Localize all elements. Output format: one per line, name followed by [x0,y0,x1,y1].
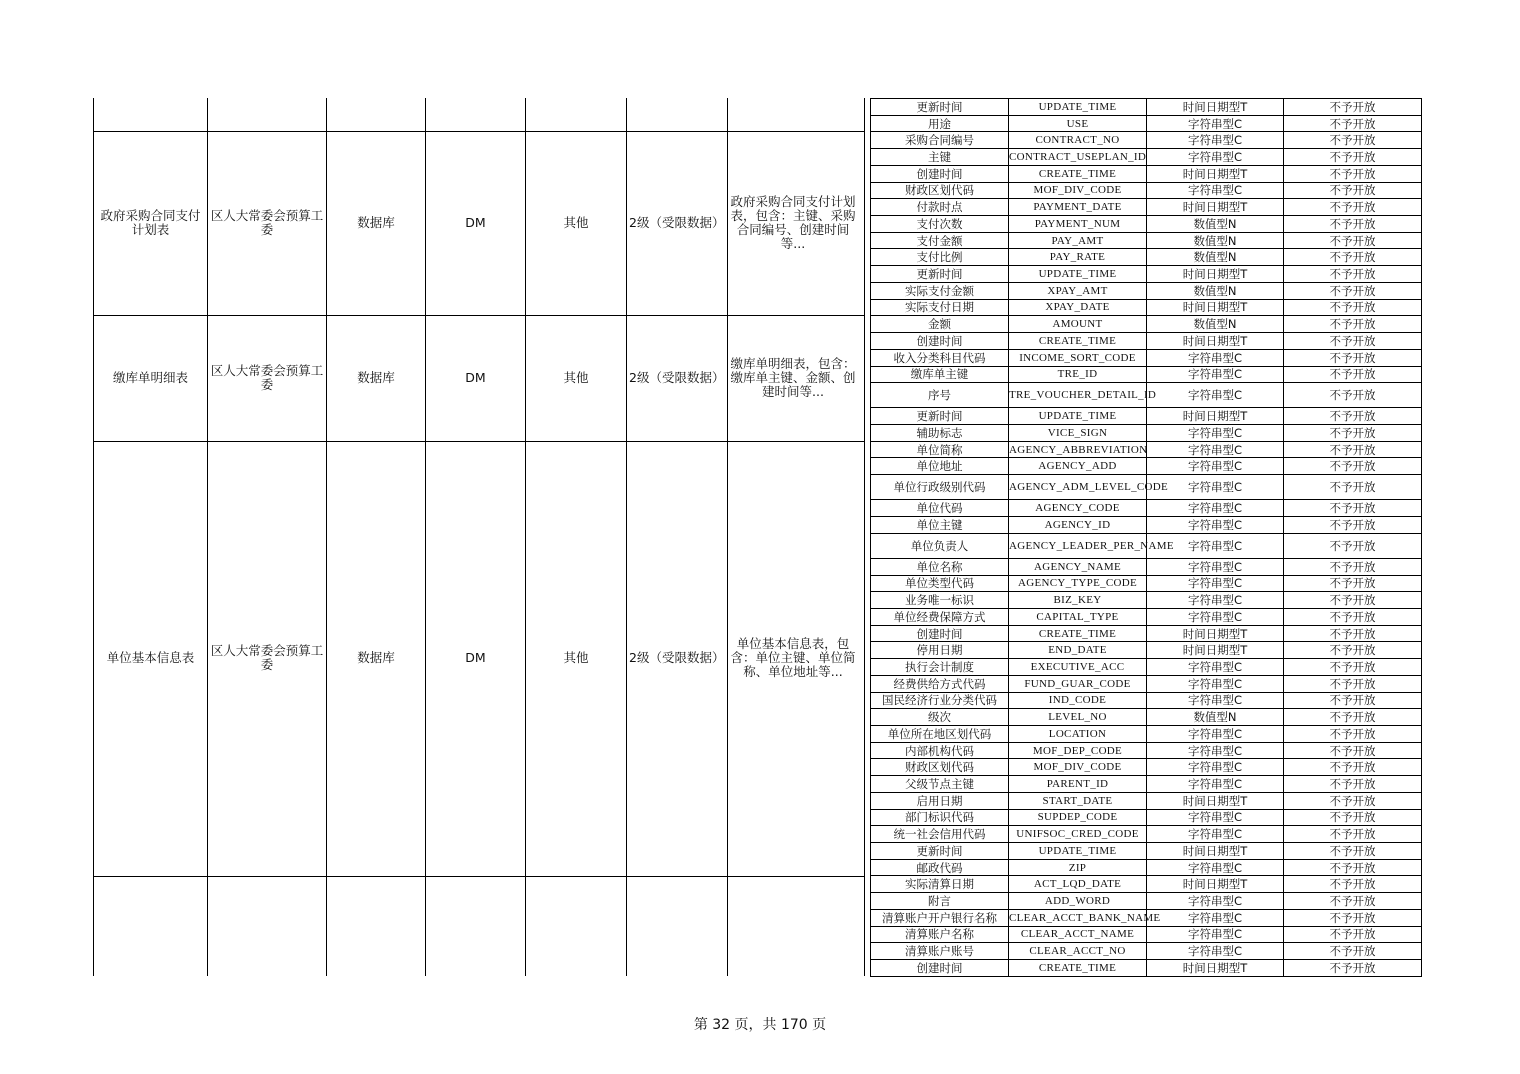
data-type-cell: 时间日期型T [1147,876,1284,893]
field-name-cell: 单位经费保障方式 [871,608,1009,625]
field-name-cell: 辅助标志 [871,425,1009,442]
data-type-cell: 时间日期型T [1147,199,1284,216]
field-code-cell: AGENCY_ADM_LEVEL_CODE [1009,475,1147,500]
field-code-cell: TRE_ID [1009,366,1147,383]
table-row [871,115,1422,132]
table-row [871,383,1422,408]
field-name-cell: 国民经济行业分类代码 [871,692,1009,709]
field-code-cell: SUPDEP_CODE [1009,809,1147,826]
description-cell [728,98,864,131]
field-name-cell: 单位类型代码 [871,575,1009,592]
database-cell [426,98,525,131]
table-row [871,282,1422,299]
data-type-cell: 时间日期型T [1147,99,1284,116]
table-row [871,517,1422,534]
table-row [871,608,1422,625]
table-row [871,709,1422,726]
field-name-cell: 支付比例 [871,249,1009,266]
open-status-cell: 不予开放 [1284,132,1422,149]
field-code-cell: AGENCY_ADD [1009,458,1147,475]
field-code-cell: START_DATE [1009,792,1147,809]
field-name-cell: 财政区划代码 [871,182,1009,199]
field-name-cell: 支付金额 [871,232,1009,249]
table-row [871,165,1422,182]
field-name-cell: 单位地址 [871,458,1009,475]
database-cell: DM [465,370,486,386]
open-status-cell: 不予开放 [1284,776,1422,793]
data-type-cell: 数值型N [1147,316,1284,333]
field-name-cell: 实际支付金额 [871,282,1009,299]
table-row [871,776,1422,793]
field-name-cell: 启用日期 [871,792,1009,809]
open-status-cell: 不予开放 [1284,182,1422,199]
field-name-cell: 内部机构代码 [871,742,1009,759]
field-code-cell: CREATE_TIME [1009,165,1147,182]
table-row [871,809,1422,826]
data-type-cell: 字符串型C [1147,809,1284,826]
data-type-cell: 字符串型C [1147,366,1284,383]
open-status-cell: 不予开放 [1284,675,1422,692]
field-code-cell: CREATE_TIME [1009,333,1147,350]
field-name-cell: 单位所在地区划代码 [871,726,1009,743]
data-type-cell: 字符串型C [1147,608,1284,625]
table-row [871,408,1422,425]
resource-type-cell: 数据库 [357,215,395,231]
field-code-cell: CONTRACT_NO [1009,132,1147,149]
data-type-cell: 字符串型C [1147,776,1284,793]
open-status-cell: 不予开放 [1284,299,1422,316]
table-row [871,575,1422,592]
field-code-cell: UNIFSOC_CRED_CODE [1009,826,1147,843]
table-row [871,843,1422,860]
field-code-cell: AGENCY_NAME [1009,558,1147,575]
data-type-cell: 数值型N [1147,216,1284,233]
open-status-cell: 不予开放 [1284,366,1422,383]
data-type-cell: 字符串型C [1147,826,1284,843]
open-status-cell: 不予开放 [1284,475,1422,500]
open-status-cell: 不予开放 [1284,809,1422,826]
data-type-cell: 字符串型C [1147,575,1284,592]
data-type-cell: 字符串型C [1147,115,1284,132]
field-name-cell: 收入分类科目代码 [871,349,1009,366]
field-code-cell: MOF_DEP_CODE [1009,742,1147,759]
table-row [871,216,1422,233]
field-code-cell: AGENCY_ABBREVIATION [1009,441,1147,458]
security-level-cell: 2级（受限数据） [629,650,725,666]
field-name-cell: 执行会计制度 [871,659,1009,676]
data-type-cell: 时间日期型T [1147,642,1284,659]
field-name-cell: 财政区划代码 [871,759,1009,776]
department-cell: 区人大常委会预算工委 [210,363,324,393]
database-cell [426,876,525,976]
field-code-cell: AGENCY_LEADER_PER_NAME [1009,533,1147,558]
open-status-cell: 不予开放 [1284,625,1422,642]
open-status-cell: 不予开放 [1284,943,1422,960]
open-status-cell: 不予开放 [1284,843,1422,860]
database-cell: DM [465,650,486,666]
data-type-cell: 字符串型C [1147,132,1284,149]
field-name-cell: 停用日期 [871,642,1009,659]
open-status-cell: 不予开放 [1284,199,1422,216]
department-cell [208,876,326,976]
table-name-cell: 单位基本信息表 [106,650,195,666]
field-name-cell: 创建时间 [871,625,1009,642]
data-type-cell: 字符串型C [1147,909,1284,926]
open-status-cell: 不予开放 [1284,642,1422,659]
table-row [871,99,1422,116]
data-type-cell: 字符串型C [1147,475,1284,500]
data-type-cell: 时间日期型T [1147,792,1284,809]
field-code-cell: MOF_DIV_CODE [1009,759,1147,776]
field-code-cell: CLEAR_ACCT_NO [1009,943,1147,960]
field-name-cell: 实际支付日期 [871,299,1009,316]
open-status-cell: 不予开放 [1284,759,1422,776]
data-type-cell: 时间日期型T [1147,165,1284,182]
open-status-cell: 不予开放 [1284,316,1422,333]
data-type-cell: 字符串型C [1147,943,1284,960]
resource-type-cell [327,98,425,131]
table-row [871,859,1422,876]
table-row [871,132,1422,149]
description-cell: 政府采购合同支付计划表，包含：主键、采购合同编号、创建时间等... [730,194,856,252]
field-name-cell: 实际清算日期 [871,876,1009,893]
open-status-cell: 不予开放 [1284,517,1422,534]
data-type-cell: 字符串型C [1147,859,1284,876]
open-status-cell: 不予开放 [1284,425,1422,442]
field-name-cell: 付款时点 [871,199,1009,216]
field-code-cell: BIZ_KEY [1009,592,1147,609]
table-row [871,876,1422,893]
field-code-cell: EXECUTIVE_ACC [1009,659,1147,676]
field-name-cell: 邮政代码 [871,859,1009,876]
table-row [871,726,1422,743]
update-frequency-cell [526,876,626,976]
data-type-cell: 字符串型C [1147,926,1284,943]
table-row [871,299,1422,316]
open-status-cell: 不予开放 [1284,575,1422,592]
open-status-cell: 不予开放 [1284,383,1422,408]
resource-type-cell: 数据库 [357,370,395,386]
table-row [871,960,1422,977]
field-name-cell: 经费供给方式代码 [871,675,1009,692]
open-status-cell: 不予开放 [1284,149,1422,166]
field-code-cell: CLEAR_ACCT_BANK_NAME [1009,909,1147,926]
table-row [871,441,1422,458]
data-type-cell: 字符串型C [1147,533,1284,558]
open-status-cell: 不予开放 [1284,893,1422,910]
open-status-cell: 不予开放 [1284,408,1422,425]
table-row [871,592,1422,609]
field-code-cell: PARENT_ID [1009,776,1147,793]
data-type-cell: 字符串型C [1147,500,1284,517]
field-name-cell: 更新时间 [871,843,1009,860]
open-status-cell: 不予开放 [1284,792,1422,809]
open-status-cell: 不予开放 [1284,558,1422,575]
field-code-cell: FUND_GUAR_CODE [1009,675,1147,692]
open-status-cell: 不予开放 [1284,458,1422,475]
data-type-cell: 时间日期型T [1147,408,1284,425]
table-row [871,642,1422,659]
field-name-cell: 更新时间 [871,266,1009,283]
table-row [871,533,1422,558]
description-cell: 单位基本信息表，包含：单位主键、单位简称、单位地址等... [730,636,856,680]
field-name-cell: 创建时间 [871,165,1009,182]
field-name-cell: 清算账户账号 [871,943,1009,960]
open-status-cell: 不予开放 [1284,592,1422,609]
field-name-cell: 创建时间 [871,333,1009,350]
open-status-cell: 不予开放 [1284,859,1422,876]
field-name-cell: 业务唯一标识 [871,592,1009,609]
field-code-cell: AGENCY_ID [1009,517,1147,534]
open-status-cell: 不予开放 [1284,960,1422,977]
field-name-cell: 单位主键 [871,517,1009,534]
data-type-cell: 字符串型C [1147,517,1284,534]
data-type-cell: 字符串型C [1147,675,1284,692]
open-status-cell: 不予开放 [1284,249,1422,266]
table-name-cell [94,876,207,976]
field-name-cell: 单位代码 [871,500,1009,517]
data-type-cell: 字符串型C [1147,349,1284,366]
open-status-cell: 不予开放 [1284,909,1422,926]
field-code-cell: END_DATE [1009,642,1147,659]
data-type-cell: 字符串型C [1147,425,1284,442]
data-type-cell: 字符串型C [1147,692,1284,709]
data-type-cell: 时间日期型T [1147,960,1284,977]
column-divider [864,98,865,976]
field-name-cell: 父级节点主键 [871,776,1009,793]
table-row [871,333,1422,350]
data-type-cell: 字符串型C [1147,759,1284,776]
field-name-cell: 单位行政级别代码 [871,475,1009,500]
open-status-cell: 不予开放 [1284,216,1422,233]
data-type-cell: 数值型N [1147,249,1284,266]
data-type-cell: 字符串型C [1147,441,1284,458]
data-type-cell: 字符串型C [1147,182,1284,199]
table-row [871,475,1422,500]
field-name-cell: 单位简称 [871,441,1009,458]
field-code-cell: AMOUNT [1009,316,1147,333]
data-type-cell: 时间日期型T [1147,266,1284,283]
table-row [871,266,1422,283]
field-table [870,98,1422,977]
table-row [871,149,1422,166]
field-name-cell: 部门标识代码 [871,809,1009,826]
open-status-cell: 不予开放 [1284,826,1422,843]
field-name-cell: 用途 [871,115,1009,132]
description-cell [728,876,864,976]
table-row [871,366,1422,383]
field-code-cell: LEVEL_NO [1009,709,1147,726]
field-code-cell: TRE_VOUCHER_DETAIL_ID [1009,383,1147,408]
data-type-cell: 时间日期型T [1147,333,1284,350]
field-name-cell: 单位名称 [871,558,1009,575]
field-name-cell: 统一社会信用代码 [871,826,1009,843]
field-code-cell: PAY_RATE [1009,249,1147,266]
table-row [871,182,1422,199]
open-status-cell: 不予开放 [1284,608,1422,625]
update-frequency-cell: 其他 [563,650,589,666]
security-level-cell: 2级（受限数据） [629,215,725,231]
data-type-cell: 字符串型C [1147,659,1284,676]
field-code-cell: ACT_LQD_DATE [1009,876,1147,893]
field-code-cell: PAY_AMT [1009,232,1147,249]
data-type-cell: 数值型N [1147,709,1284,726]
data-type-cell: 时间日期型T [1147,299,1284,316]
field-code-cell: AGENCY_TYPE_CODE [1009,575,1147,592]
open-status-cell: 不予开放 [1284,692,1422,709]
open-status-cell: 不予开放 [1284,926,1422,943]
field-name-cell: 主键 [871,149,1009,166]
field-code-cell: USE [1009,115,1147,132]
field-code-cell: CREATE_TIME [1009,960,1147,977]
field-code-cell: CREATE_TIME [1009,625,1147,642]
data-type-cell: 数值型N [1147,232,1284,249]
field-code-cell: MOF_DIV_CODE [1009,182,1147,199]
open-status-cell: 不予开放 [1284,165,1422,182]
field-name-cell: 清算账户名称 [871,926,1009,943]
field-code-cell: XPAY_DATE [1009,299,1147,316]
field-code-cell: INCOME_SORT_CODE [1009,349,1147,366]
table-row [871,232,1422,249]
field-name-cell: 缴库单主键 [871,366,1009,383]
table-row [871,943,1422,960]
update-frequency-cell: 其他 [563,370,589,386]
field-name-cell: 单位负责人 [871,533,1009,558]
field-code-cell: PAYMENT_DATE [1009,199,1147,216]
table-row [871,893,1422,910]
field-code-cell: UPDATE_TIME [1009,843,1147,860]
table-row [871,742,1422,759]
field-code-cell: ADD_WORD [1009,893,1147,910]
update-frequency-cell [526,98,626,131]
table-name-cell: 政府采购合同支付计划表 [100,208,201,238]
open-status-cell: 不予开放 [1284,232,1422,249]
open-status-cell: 不予开放 [1284,876,1422,893]
security-level-cell [627,876,727,976]
field-name-cell: 更新时间 [871,99,1009,116]
table-row [871,625,1422,642]
field-name-cell: 金额 [871,316,1009,333]
table-row [871,909,1422,926]
data-type-cell: 字符串型C [1147,558,1284,575]
data-type-cell: 字符串型C [1147,149,1284,166]
open-status-cell: 不予开放 [1284,282,1422,299]
field-name-cell: 级次 [871,709,1009,726]
field-name-cell: 创建时间 [871,960,1009,977]
table-row [871,199,1422,216]
open-status-cell: 不予开放 [1284,709,1422,726]
resource-type-cell [327,876,425,976]
table-row [871,316,1422,333]
data-type-cell: 字符串型C [1147,726,1284,743]
field-code-cell: PAYMENT_NUM [1009,216,1147,233]
open-status-cell: 不予开放 [1284,333,1422,350]
field-name-cell: 支付次数 [871,216,1009,233]
table-row [871,349,1422,366]
field-name-cell: 序号 [871,383,1009,408]
department-cell: 区人大常委会预算工委 [210,208,324,238]
field-code-cell: UPDATE_TIME [1009,266,1147,283]
field-code-cell: XPAY_AMT [1009,282,1147,299]
department-cell: 区人大常委会预算工委 [210,643,324,673]
open-status-cell: 不予开放 [1284,99,1422,116]
field-name-cell: 采购合同编号 [871,132,1009,149]
open-status-cell: 不予开放 [1284,533,1422,558]
table-row [871,425,1422,442]
field-code-cell: AGENCY_CODE [1009,500,1147,517]
security-level-cell [627,98,727,131]
table-name-cell: 缴库单明细表 [112,370,188,386]
field-code-cell: LOCATION [1009,726,1147,743]
field-code-cell: CAPITAL_TYPE [1009,608,1147,625]
data-type-cell: 字符串型C [1147,742,1284,759]
table-row [871,675,1422,692]
table-row [871,692,1422,709]
table-row [871,659,1422,676]
description-cell: 缴库单明细表，包含：缴库单主键、金额、创建时间等... [730,356,856,400]
field-code-cell: CONTRACT_USEPLAN_ID [1009,149,1147,166]
resource-type-cell: 数据库 [357,650,395,666]
field-name-cell: 清算账户开户银行名称 [871,909,1009,926]
table-row [871,792,1422,809]
field-code-cell: IND_CODE [1009,692,1147,709]
table-row [871,458,1422,475]
open-status-cell: 不予开放 [1284,726,1422,743]
table-row [871,500,1422,517]
open-status-cell: 不予开放 [1284,500,1422,517]
table-row [871,558,1422,575]
open-status-cell: 不予开放 [1284,659,1422,676]
data-type-cell: 时间日期型T [1147,625,1284,642]
open-status-cell: 不予开放 [1284,349,1422,366]
data-type-cell: 时间日期型T [1147,843,1284,860]
field-name-cell: 更新时间 [871,408,1009,425]
field-code-cell: UPDATE_TIME [1009,99,1147,116]
page-footer: 第 32 页，共 170 页 [693,1017,827,1033]
security-level-cell: 2级（受限数据） [629,370,725,386]
field-name-cell: 附言 [871,893,1009,910]
department-cell [208,98,326,131]
table-row [871,926,1422,943]
data-type-cell: 字符串型C [1147,458,1284,475]
open-status-cell: 不予开放 [1284,742,1422,759]
table-row [871,826,1422,843]
open-status-cell: 不予开放 [1284,266,1422,283]
open-status-cell: 不予开放 [1284,441,1422,458]
data-type-cell: 字符串型C [1147,592,1284,609]
data-type-cell: 字符串型C [1147,383,1284,408]
field-code-cell: CLEAR_ACCT_NAME [1009,926,1147,943]
field-code-cell: VICE_SIGN [1009,425,1147,442]
database-cell: DM [465,215,486,231]
data-type-cell: 数值型N [1147,282,1284,299]
table-name-cell [94,98,207,131]
field-code-cell: ZIP [1009,859,1147,876]
open-status-cell: 不予开放 [1284,115,1422,132]
table-row [871,249,1422,266]
update-frequency-cell: 其他 [563,215,589,231]
data-type-cell: 字符串型C [1147,893,1284,910]
field-code-cell: UPDATE_TIME [1009,408,1147,425]
table-row [871,759,1422,776]
